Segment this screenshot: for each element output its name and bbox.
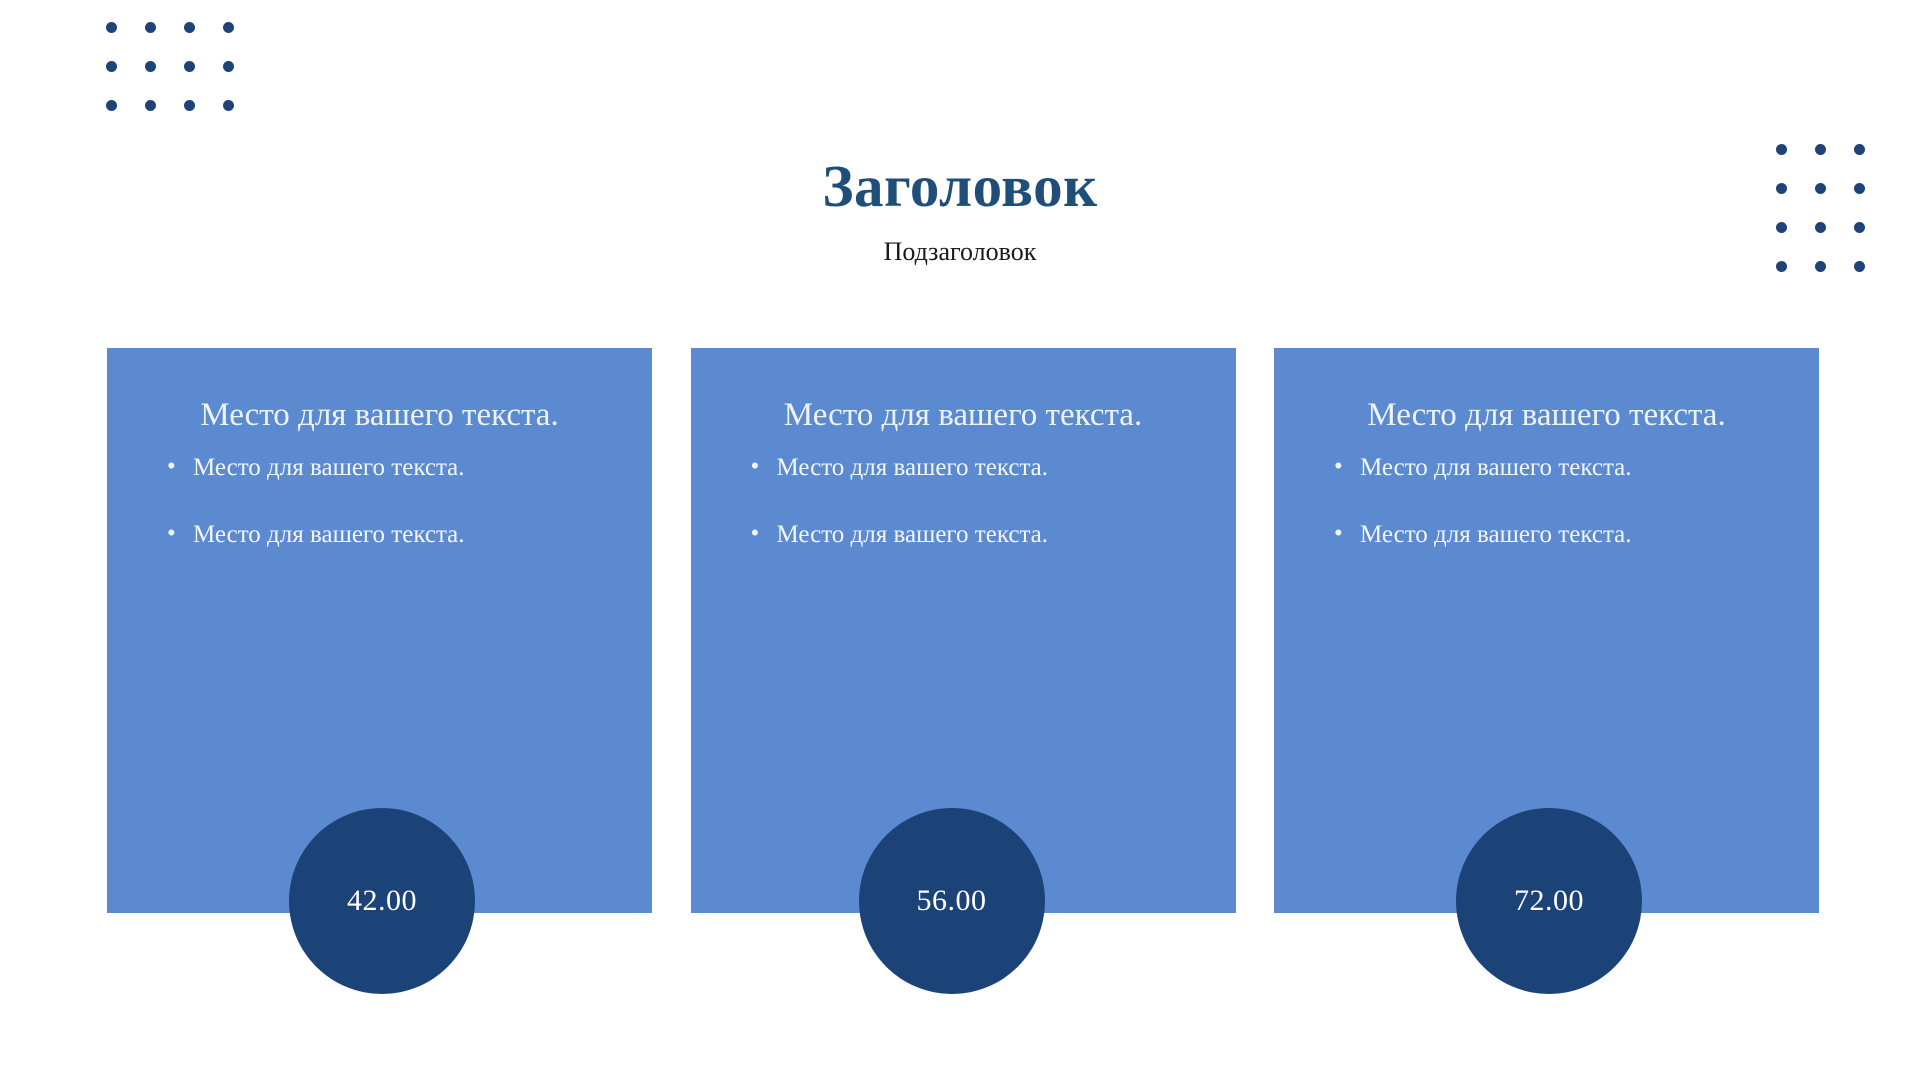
dot	[223, 100, 234, 111]
page-title: Заголовок	[822, 152, 1098, 219]
dot	[106, 61, 117, 72]
card-bullet-list	[743, 449, 1184, 555]
dot	[1854, 222, 1865, 233]
cards-row	[107, 348, 1819, 917]
list-item: • Место для вашего текста.	[159, 516, 600, 555]
price-card-2[interactable]	[691, 348, 1236, 917]
list-item: • Место для вашего текста.	[743, 516, 1184, 555]
price-badge: 56.00	[859, 808, 1045, 994]
dot	[184, 22, 195, 33]
price-card-3[interactable]	[1274, 348, 1819, 917]
card-heading: Место для вашего текста.	[200, 397, 559, 433]
card-bullet-list	[159, 449, 600, 555]
card-heading: Место для вашего текста.	[783, 397, 1143, 433]
page-subtitle: Подзаголовок	[883, 237, 1037, 266]
dot	[223, 61, 234, 72]
list-item: • Место для вашего текста.	[743, 449, 1184, 488]
dot	[223, 22, 234, 33]
price-badge: 42.00	[289, 808, 475, 994]
dot	[184, 100, 195, 111]
dot	[145, 61, 156, 72]
dot	[106, 22, 117, 33]
price-card-1[interactable]	[107, 348, 652, 917]
card-heading: Место для вашего текста.	[1367, 397, 1726, 433]
list-item: • Место для вашего текста.	[1326, 449, 1767, 488]
card-bullet-list	[1326, 449, 1767, 555]
dot	[106, 100, 117, 111]
dot	[1776, 222, 1787, 233]
dot	[145, 22, 156, 33]
dot	[184, 61, 195, 72]
list-item: • Место для вашего текста.	[159, 449, 600, 488]
dot	[145, 100, 156, 111]
price-badge: 72.00	[1456, 808, 1642, 994]
dot-grid-icon-left	[106, 22, 234, 111]
list-item: • Место для вашего текста.	[1326, 516, 1767, 555]
dot	[1815, 222, 1826, 233]
